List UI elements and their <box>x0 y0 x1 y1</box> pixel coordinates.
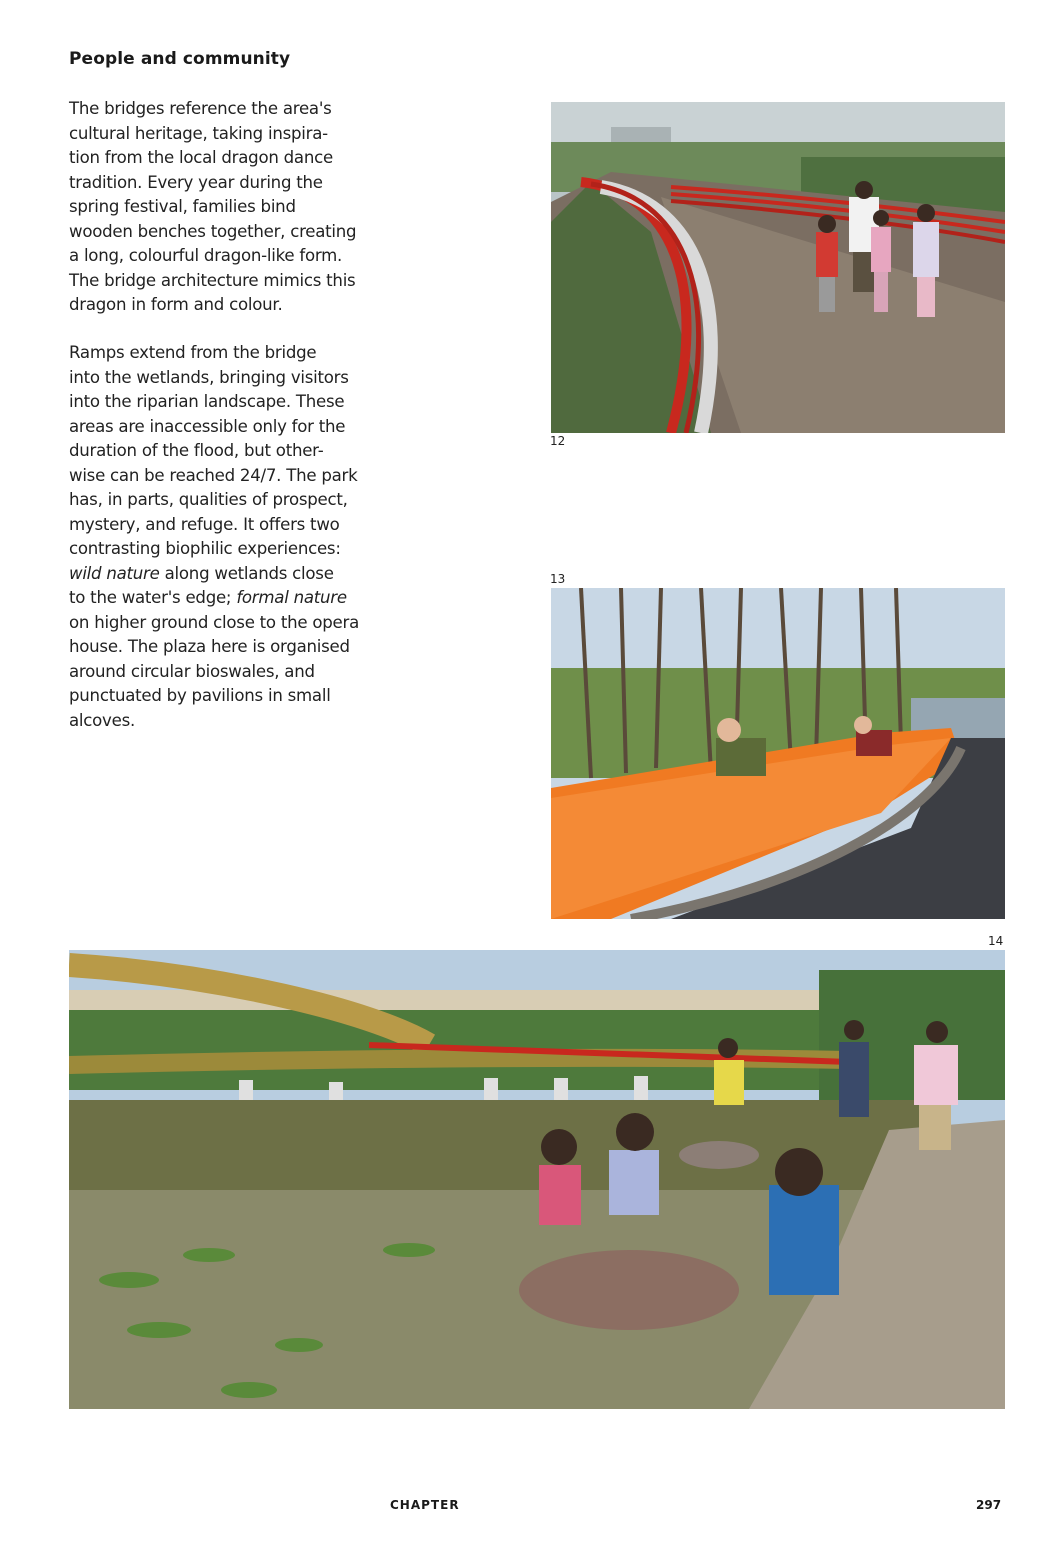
text-line: wise can be reached 24/7. The park <box>69 465 358 485</box>
photo-children-water <box>69 950 1005 1409</box>
emphasis-wild-nature: wild nature <box>69 563 160 583</box>
figure-14-number: 14 <box>988 934 1004 948</box>
text-line: dragon in form and colour. <box>69 295 283 314</box>
text-line: around circular bioswales, and <box>69 661 315 681</box>
text-line: mystery, and refuge. It offers two <box>69 514 340 534</box>
text-line: house. The plaza here is organised <box>69 637 350 656</box>
text-line: cultural heritage, taking inspira- <box>69 123 328 143</box>
page-number: 297 <box>976 1498 1002 1512</box>
text-line: has, in parts, qualities of prospect, <box>69 490 348 509</box>
footer-chapter-label: CHAPTER <box>390 1498 460 1512</box>
section-heading: People and community <box>69 49 291 69</box>
text-line: contrasting biophilic experiences: <box>69 539 341 558</box>
text-line: a long, colourful dragon-like form. <box>69 246 343 265</box>
text-line: tion from the local dragon dance <box>69 148 333 167</box>
emphasis-formal-nature: formal nature <box>236 588 347 607</box>
text-line: tradition. Every year during the <box>69 172 323 192</box>
figure-13-number: 13 <box>550 572 566 586</box>
text-line: wooden benches together, creating <box>69 221 357 241</box>
text-fragment: to the water's edge; <box>69 588 237 607</box>
text-line: duration of the flood, but other- <box>69 441 324 460</box>
text-line: on higher ground close to the opera <box>69 612 360 632</box>
text-line: The bridge architecture mimics this <box>69 270 356 290</box>
text-line: punctuated by pavilions in small <box>69 686 331 705</box>
text-line: into the wetlands, bringing visitors <box>69 367 349 387</box>
text-line: areas are inaccessible only for the <box>69 416 346 436</box>
text-line: into the riparian landscape. These <box>69 392 345 411</box>
figure-12-number: 12 <box>550 434 566 448</box>
photo-orange-bench <box>551 588 1005 919</box>
text-line <box>69 586 369 611</box>
photo-bridge-walkway <box>551 102 1005 433</box>
text-line: The bridges reference the area's <box>69 99 332 118</box>
text-fragment: along wetlands close <box>159 563 334 583</box>
text-line: Ramps extend from the bridge <box>69 343 317 362</box>
text-line <box>69 562 369 587</box>
text-line: spring festival, families bind <box>69 197 296 216</box>
paragraph-1 <box>69 97 369 318</box>
paragraph-2 <box>69 341 369 733</box>
text-line: alcoves. <box>69 710 136 730</box>
